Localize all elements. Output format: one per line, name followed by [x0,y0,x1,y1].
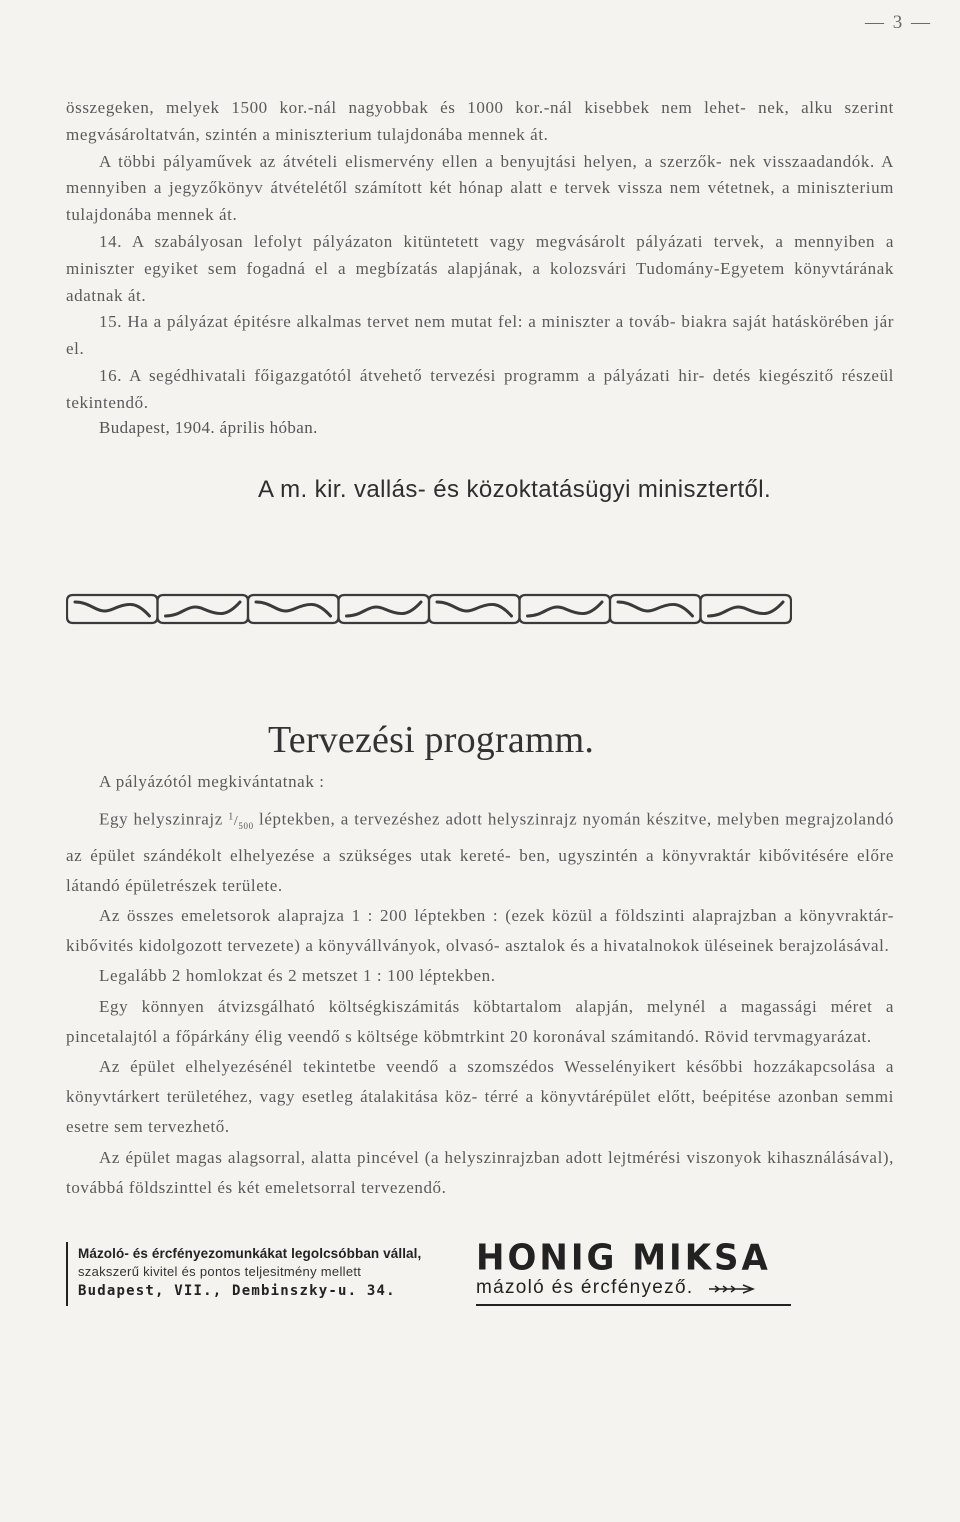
advert-details [66,1242,450,1306]
decorative-arrow-icon [707,1284,757,1294]
text-line: alaprajzban a könyvraktár-kibővités kidolgozott tervezete) a könyvállványok, olvasó- [66,906,894,956]
text-line: A többi pályaművek az átvételi elismervény ellen a benyujtási helyen, a szerzők- [99,151,723,171]
text-line: térré a könyvtárépület előtt, beépitése azonban semmi esetre sem tervezhető. [66,1087,894,1137]
text-line: ben, ugyszintén a könyvraktár kibővitésére előre látandó épületrészek területe. [66,845,894,895]
paragraph-facades [66,961,894,991]
paragraph-purchase [66,95,894,149]
text-line: későbbi hozzákapcsolása a könyvtárkert területéhez, vagy esetleg átalakitása köz- [66,1057,894,1107]
text-line: magassági méret a pincetalajtól a főpárkány élig veendő s költsége köbmtrkint [66,996,894,1046]
text-line: 14. A szabályosan lefolyt pályázaton kitüntetett vagy megvásárolt pályázati [99,231,714,251]
text-line: Az épület elhelyezésénél tekintetbe veendő a szomszédos Wesselényikert [99,1057,687,1077]
ornament-wave [75,602,150,616]
advert-address-line: Budapest, VII., Dembinszky-u. 34. [78,1283,396,1299]
ornament-wave [437,602,512,616]
text-line: nek visszaadandók. A mennyiben a jegyzőkönyv átvételétől számított két hónap [66,151,894,198]
advert-firm [476,1237,791,1306]
text-line: 16. A segédhivatali főigazgatótól átvehető tervezési programm a pályázati hir- [99,365,705,385]
fraction-numerator: 1 [228,811,234,822]
scale-fraction: $^1/_{500}$ [228,811,254,831]
paragraph-15 [66,309,894,363]
advert-firm-name: HONIG MIKSA [476,1237,771,1279]
paragraph-garden [66,1052,894,1143]
advert-trade: mázoló és ércfényező. [476,1277,694,1298]
text-line: Egy helyszinrajz [99,809,229,829]
text-line: alatt e tervek vissza nem vétetnek, a miniszterium tulajdonába mennek át. [66,178,894,225]
date-line: Budapest, 1904. április hóban. [99,418,318,437]
text-line: Legalább 2 homlokzat és 2 metszet 1 : 100 léptekben. [99,966,496,986]
top-text-block [66,95,894,417]
text-line: 15. Ha a pályázat épitésre alkalmas tervet nem mutat fel: a miniszter a továb- [99,312,677,332]
text-line: összegeken, melyek 1500 kor.-nál nagyobbak és 1000 kor.-nál kisebbek nem lehet- [66,98,747,117]
text-line: viszonyok kihasználásával), továbbá földszinttel és két emeletsorral tervezendő. [66,1147,894,1197]
text-line: asztalok és a hivatalnokok üléseinek berajzolásával. [505,936,890,956]
ornament-wave [709,602,784,616]
ornament-wave [166,602,241,616]
text-line: melyben megrajzolandó az épület szándékolt elhelyezése a szükséges utak kereté- [66,809,895,865]
paragraph-floor-plans [66,901,894,961]
ornament-wave [347,602,422,616]
text-line: Egy könnyen átvizsgálható költségkiszámitás köbtartalom alapján, melynél a [99,996,742,1016]
advert-offer-line: Mázoló- és ércfényezomunkákat legolcsóbban vállal, [78,1246,422,1261]
ministry-signature: A m. kir. vallás- és közoktatásügyi minisztertől. [258,476,772,503]
text-line: Az épület magas alagsorral, alatta pincével (a helyszinrajzban adott lejtmérési [99,1147,687,1167]
advertisement [66,1237,791,1306]
text-line: léptekben, a tervezéshez adott helyszinrajz nyomán készitve, [253,809,718,829]
paragraph-16 [66,363,894,417]
paragraph-building-levels [66,1143,894,1203]
page-number: — 3 — [865,12,932,33]
advert-quality-line: szakszerű kivitel és pontos teljesitmény mellett [78,1264,362,1279]
text-line: 20 koronával számitandó. Rövid tervmagyarázat. [509,1026,872,1046]
paragraph-site-plan [66,802,894,901]
ornament-wave [528,602,603,616]
paragraph-return [66,149,894,229]
program-title: Tervezési programm. [268,719,595,761]
text-line: biakra saját hatáskörében jár el. [66,312,894,359]
paragraph-costs [66,992,894,1052]
ornament-wave [618,602,693,616]
text-line: tervek, a mennyiben a miniszter egyiket sem fogadná el a megbízatás alapjának, [66,231,894,278]
program-intro: A pályázótól megkivántatnak : [99,772,325,791]
decorative-wave-border [66,590,792,628]
text-line: a kolozsvári Tudomány-Egyetem könyvtárának adatnak át. [66,258,894,305]
paragraph-14 [66,229,894,309]
text-line: detés kiegészitő részeül tekintendő. [66,365,895,412]
text-line: Az összes emeletsorok alaprajza 1 : 200 léptekben : (ezek közül a földszinti [99,906,693,926]
fraction-denominator: 500 [238,820,254,831]
program-text-block [66,802,894,1203]
advert-trade-row [476,1276,791,1300]
ornament-wave [256,602,331,616]
text-line: nek, alku szerint megvásároltatván, szintén a miniszterium tulajdonába mennek át. [66,98,895,144]
